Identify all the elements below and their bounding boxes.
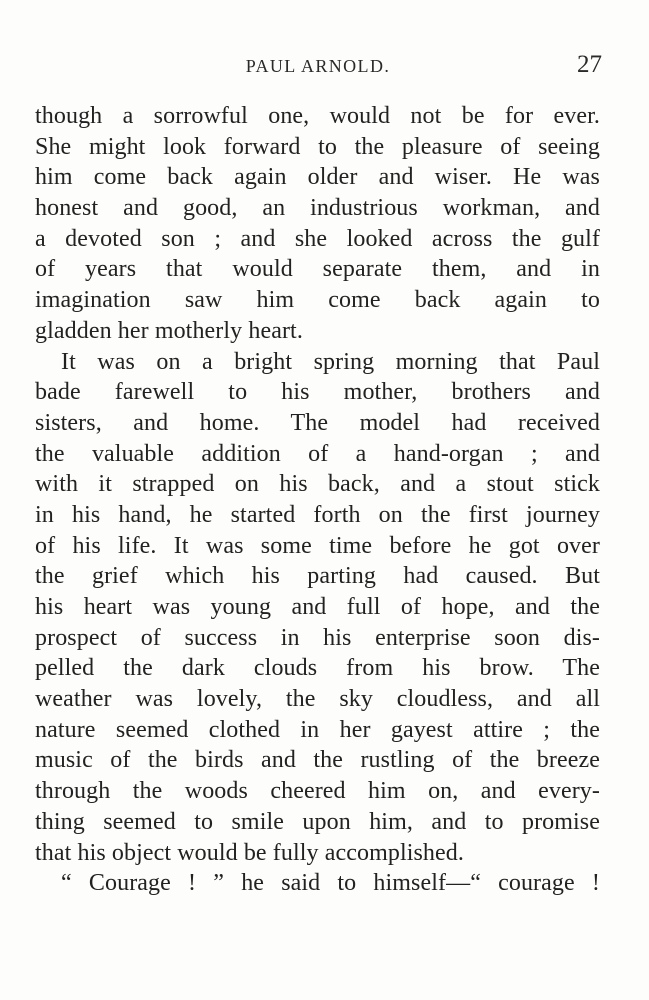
text-line: prospect of success in his enterprise soon dis- <box>35 624 600 651</box>
text-line: him come back again older and wiser. He was <box>35 164 600 191</box>
text-line: the grief which his parting had caused. But <box>35 563 600 590</box>
text-line: nature seemed clothed in her gayest attire ; the <box>35 716 600 743</box>
body-text <box>35 101 600 899</box>
running-head <box>36 51 602 82</box>
paragraph-end-line: gladden her motherly heart. <box>35 317 303 344</box>
paragraph-start-line: It was on a bright spring morning that Paul <box>61 348 600 375</box>
text-line: his heart was young and full of hope, and the <box>35 594 600 620</box>
text-line: through the woods cheered him on, and every- <box>35 778 600 805</box>
text-line: She might look forward to the pleasure of seeing <box>35 133 600 160</box>
text-line: the valuable addition of a hand-organ ; and <box>35 440 600 467</box>
text-line: of his life. It was some time before he got over <box>35 532 600 559</box>
page-number: 27 <box>577 51 602 78</box>
paragraph-end-line: that his object would be fully accomplished. <box>35 839 464 866</box>
text-line: bade farewell to his mother, brothers and <box>35 379 600 406</box>
text-line: a devoted son ; and she looked across the gulf <box>35 225 600 252</box>
text-line: honest and good, an industrious workman, and <box>35 195 600 222</box>
text-line: imagination saw him come back again to <box>35 287 600 314</box>
text-line: with it strapped on his back, and a stout stick <box>35 471 600 498</box>
running-title: PAUL ARNOLD. <box>245 56 391 76</box>
text-line: sisters, and home. The model had received <box>35 409 600 436</box>
text-line: in his hand, he started forth on the first journey <box>35 501 600 528</box>
text-line: thing seemed to smile upon him, and to promise <box>35 808 600 835</box>
text-line: though a sorrowful one, would not be for ever. <box>35 103 600 129</box>
paragraph-start-line: “ Courage ! ” he said to himself—“ courage ! <box>61 870 600 897</box>
text-line: music of the birds and the rustling of the breeze <box>35 747 600 774</box>
text-line: pelled the dark clouds from his brow. The <box>35 655 600 682</box>
text-line: of years that would separate them, and in <box>35 256 600 283</box>
text-line: weather was lovely, the sky cloudless, and all <box>35 686 600 713</box>
